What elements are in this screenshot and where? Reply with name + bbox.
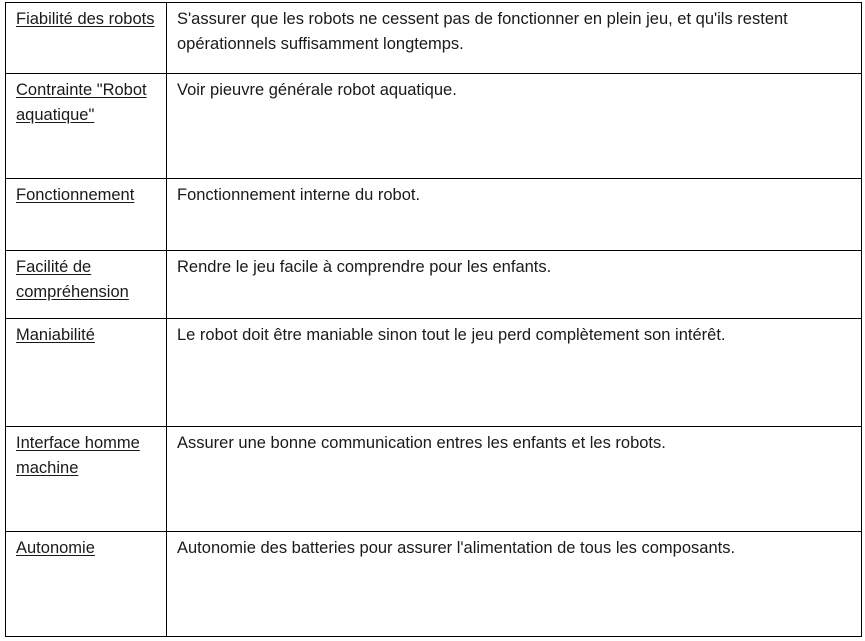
row-label-cell <box>6 427 167 532</box>
row-label-cell <box>6 3 167 74</box>
table-row <box>6 179 862 251</box>
row-description-cell <box>167 319 862 427</box>
row-description-cell <box>167 74 862 179</box>
table-row <box>6 74 862 179</box>
table-row <box>6 319 862 427</box>
row-label: Contrainte "Robot aquatique" <box>16 81 147 124</box>
row-description-cell <box>167 251 862 319</box>
row-label: Fiabilité des robots <box>16 10 155 28</box>
row-description-cell <box>167 3 862 74</box>
row-description-cell <box>167 532 862 637</box>
table-row <box>6 532 862 637</box>
row-label-cell <box>6 74 167 179</box>
row-description: Fonctionnement interne du robot. <box>177 186 421 204</box>
row-description: Rendre le jeu facile à comprendre pour les enfants. <box>177 258 552 276</box>
row-label-cell <box>6 319 167 427</box>
row-label-cell <box>6 532 167 637</box>
row-label-cell <box>6 179 167 251</box>
row-description: S'assurer que les robots ne cessent pas de fonctionner en plein jeu, et qu'ils restent opérationnels suffisamment longtemps. <box>177 10 788 53</box>
row-description: Voir pieuvre générale robot aquatique. <box>177 81 457 99</box>
row-label: Facilité de compréhension <box>16 258 129 301</box>
row-label: Maniabilité <box>16 326 95 344</box>
row-description: Le robot doit être maniable sinon tout le jeu perd complètement son intérêt. <box>177 326 726 344</box>
table-row <box>6 3 862 74</box>
row-description-cell <box>167 179 862 251</box>
row-label: Interface homme machine <box>16 434 140 477</box>
requirements-table <box>5 2 862 637</box>
row-description-cell <box>167 427 862 532</box>
table-row <box>6 251 862 319</box>
row-label-cell <box>6 251 167 319</box>
table-row <box>6 427 862 532</box>
row-label: Fonctionnement <box>16 186 135 204</box>
row-label: Autonomie <box>16 539 95 557</box>
row-description: Assurer une bonne communication entres les enfants et les robots. <box>177 434 666 452</box>
row-description: Autonomie des batteries pour assurer l'alimentation de tous les composants. <box>177 539 736 557</box>
